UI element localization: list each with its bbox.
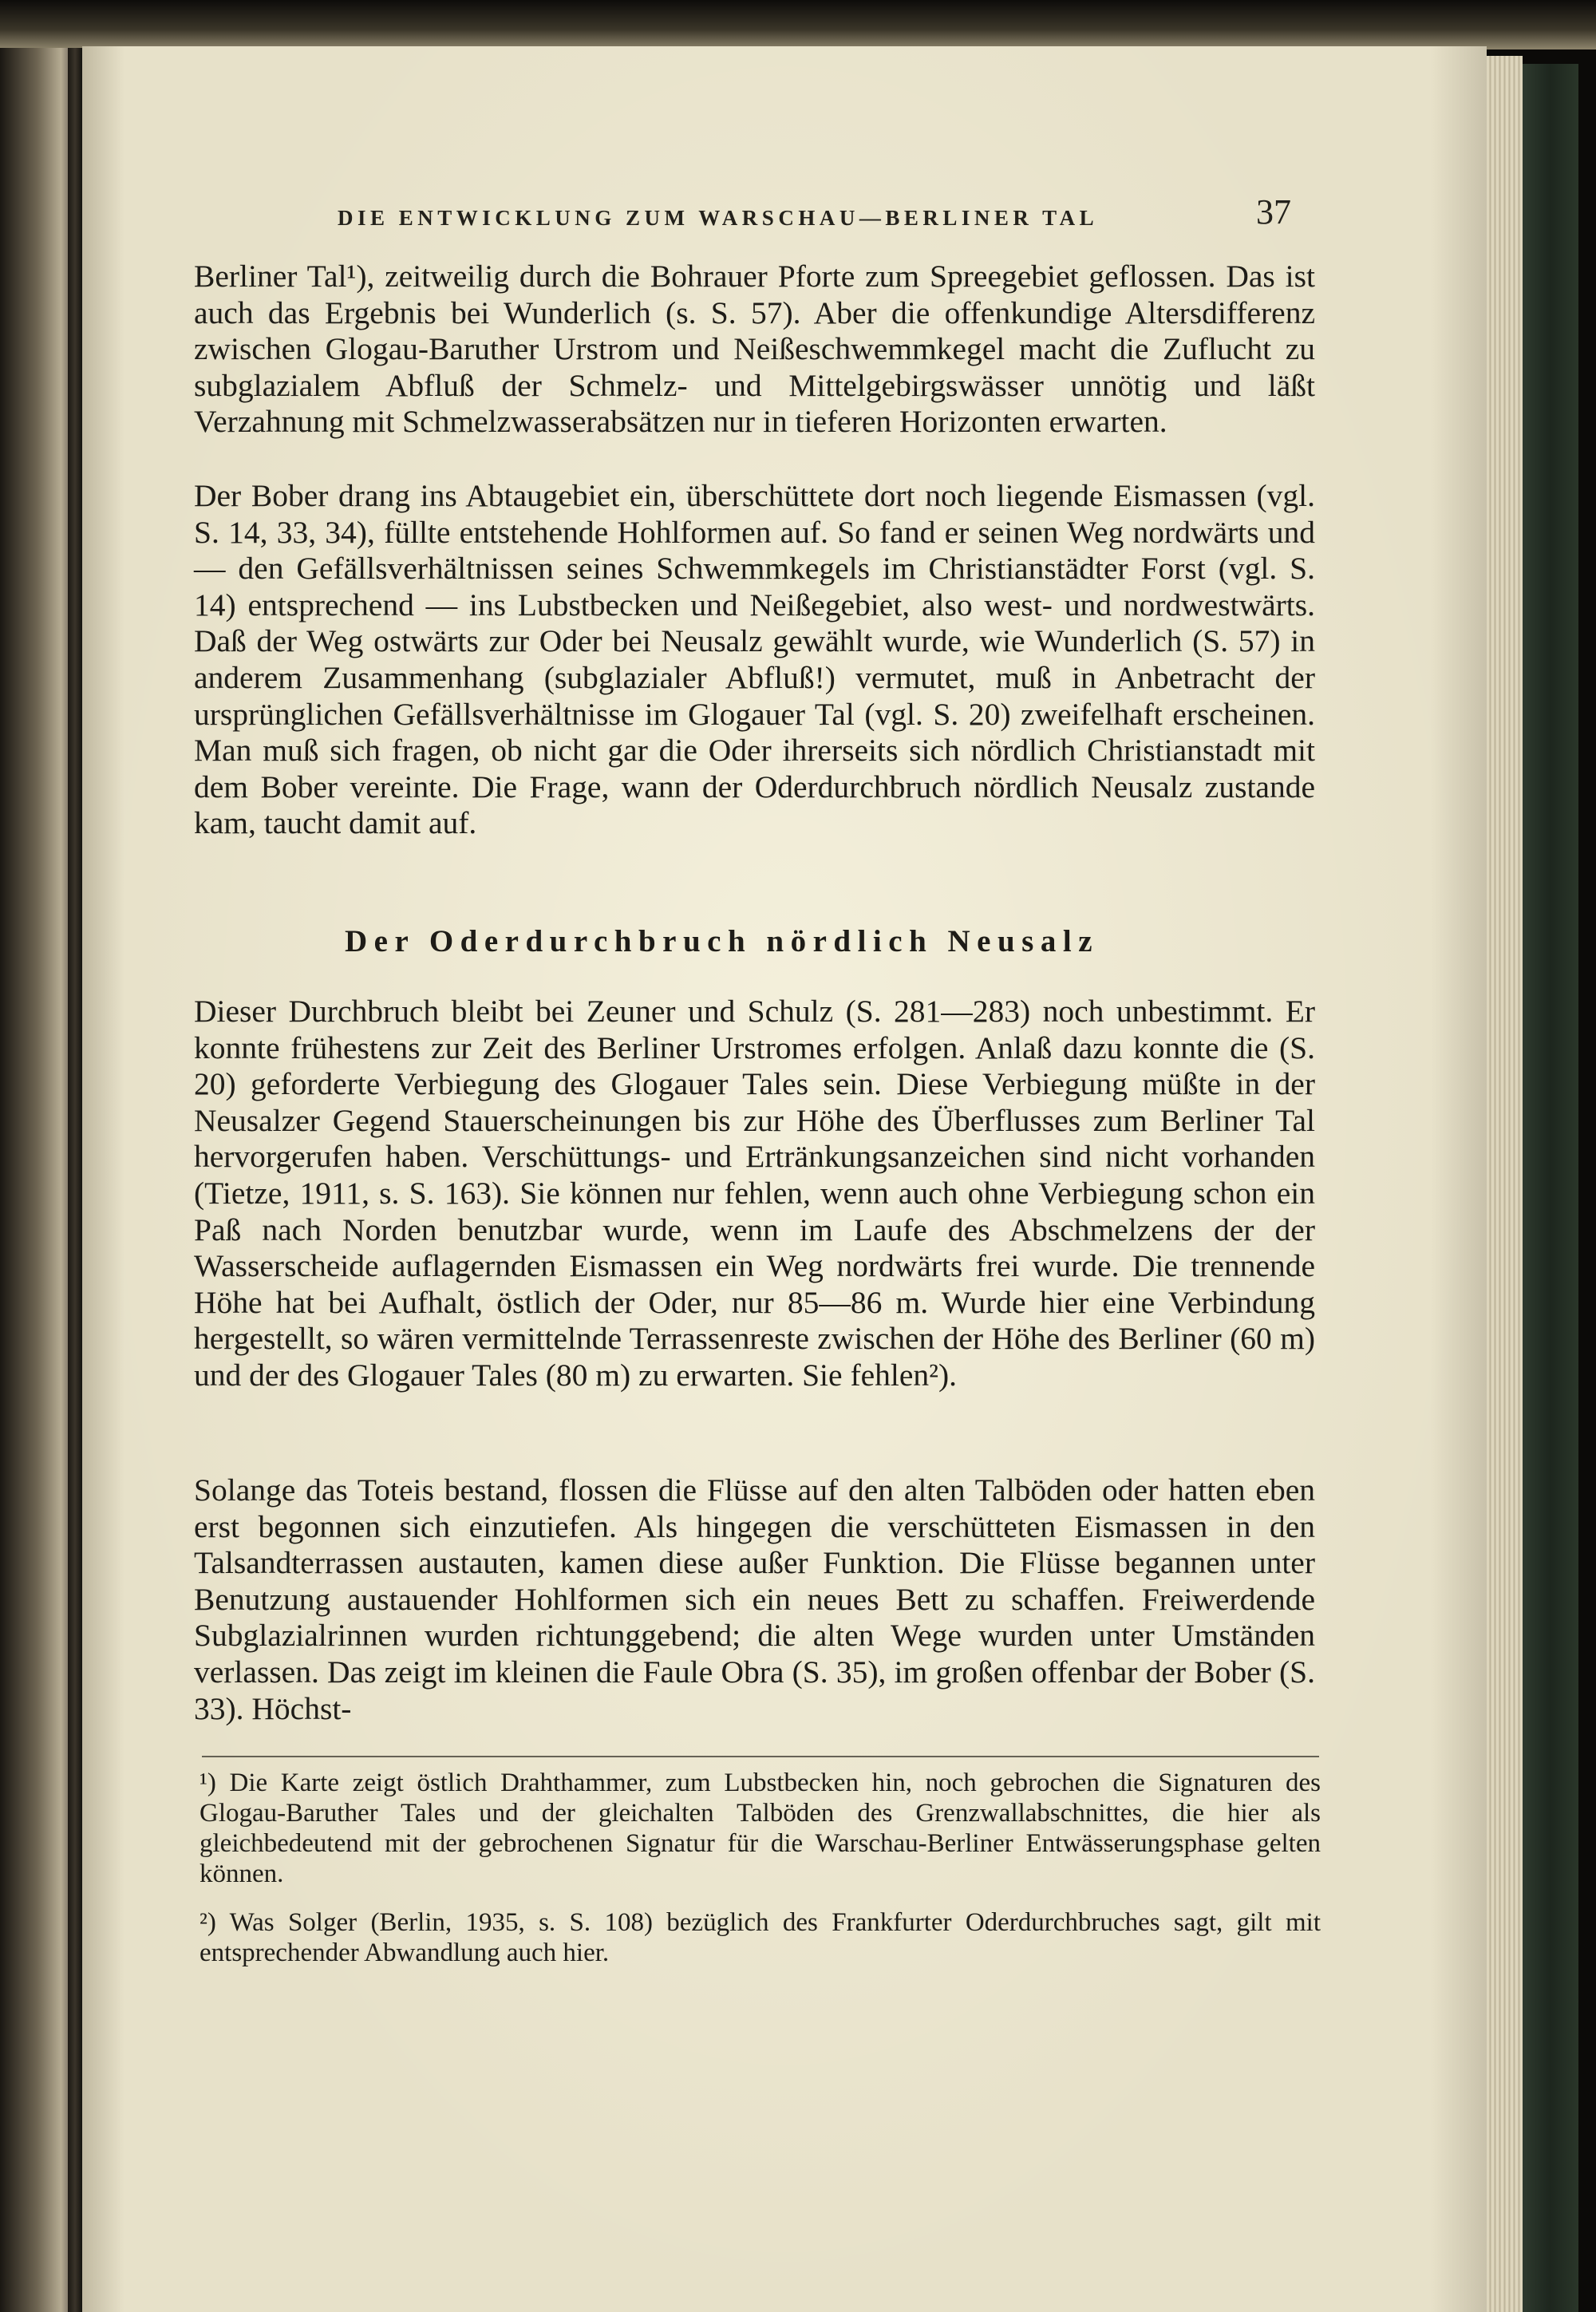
paragraph-text: Dieser Durchbruch bleibt bei Zeuner und Schulz (S. 281—283) noch unbestimmt. Er konnte frühestens zur Zeit des Berliner Urstromes erfolgen. Anlaß dazu konnte die (S. 20) geforderte Verbiegung des Glogauer Tales sein. Diese Verbiegung müßte in der Neusalzer Gegend Stauerscheinungen bis zur Höhe des Überflusses zum Berliner Tal hervorgerufen haben. Verschüttungs- und Ertränkungsanzeichen sind nicht vorhanden (Tietze, 1911, s. S. 163). Sie können nur fehlen, wenn auch ohne Verbiegung schon ein Paß nach Norden benutzbar wurde, wenn im Laufe des Abschmelzens der der Wasserscheide auflagernden Eismassen ein Weg nordwärts frei wurde. Die trennende Höhe hat bei Aufhalt, östlich der Oder, nur 85—86 m. Wurde hier eine Verbindung hergestellt, so wären vermittelnde Terrassenreste zwischen der Höhe des Berliner (60 m) und der des Glogauer Tales (80 m) zu erwarten. Sie fehlen²). [194,994,1315,1393]
footnote-divider [202,1756,1319,1757]
footnote-text: ²) Was Solger (Berlin, 1935, s. S. 108) bezüglich des Frankfurter Oderdurchbruches sagt, gilt mit entsprechender Abwandlung auch hier. [200,1908,1321,1967]
paragraph [194,994,1315,1394]
paragraph-text: Solange das Toteis bestand, flossen die Flüsse auf den alten Talböden oder hatten eben erst begonnen sich einzutiefen. Als hingegen die verschütteten Eismassen in den Talsandterrassen austauten, kamen diese außer Funktion. Die Flüsse begannen unter Benutzung austauender Hohlformen sich ein neues Bett zu schaffen. Freiwerdende Subglazialrinnen wurden richtunggebend; die alten Wege wurden unter Umständen verlassen. Das zeigt im kleinen die Faule Obra (S. 35), im großen offenbar der Bober (S. 33). Höchst- [194,1472,1315,1726]
footnote [200,1768,1321,1889]
footnote [200,1907,1321,1968]
footnote-text: ¹) Die Karte zeigt östlich Drahthammer, zum Lubstbecken hin, noch gebrochen die Signaturen des Glogau-Baruther Tales und der gleichalten Talböden des Grenzwallabschnittes, die hier als gleichbedeutend mit der gebrochenen Signatur für die Warschau-Berliner Entwässerungsphase gelten können. [200,1769,1321,1888]
paragraph [194,1472,1315,1727]
paragraph-text: Der Bober drang ins Abtaugebiet ein, überschüttete dort noch liegende Eismassen (vgl. S. 14, 33, 34), füllte entstehende Hohlformen auf. So fand er seinen Weg nordwärts und — den Gefällsverhältnissen seines Schwemmkegels im Christianstädter Forst (vgl. S. 14) entsprechend — ins Lubstbecken und Neißegebiet, also west- und nordwestwärts. Daß der Weg ostwärts zur Oder bei Neusalz gewählt wurde, wie Wunderlich (S. 57) in anderem Zusammenhang (subglazialer Abfluß!) vermutet, muß in Anbetracht der ursprünglichen Gefällsverhältnisse im Glogauer Tal (vgl. S. 20) zweifelhaft erscheinen. Man muß sich fragen, ob nicht gar die Oder ihrerseits sich nördlich Christianstadt mit dem Bober vereinte. Die Frage, wann der Oderdurchbruch nördlich Neusalz zustande kam, taucht damit auf. [194,478,1315,841]
page-edges [1487,56,1523,2312]
paragraph [194,478,1315,842]
facing-page-edge [0,48,68,2312]
scan-top-border [0,0,1596,49]
book-cover-edge [1523,64,1578,2312]
paragraph [194,259,1315,441]
running-head: DIE ENTWICKLUNG ZUM WARSCHAU—BERLINER TAL [338,206,1099,230]
page-number: 37 [1256,192,1291,231]
paragraph-text: Berliner Tal¹), zeitweilig durch die Bohrauer Pforte zum Spreegebiet geflossen. Das ist auch das Ergebnis bei Wunderlich (s. S. 57). Aber die offenkundige Altersdifferenz zwischen Glogau-Baruther Urstrom und Neißeschwemmkegel macht die Zuflucht zu subglazialem Abfluß der Schmelz- und Mittelgebirgswässer unnötig und läßt Verzahnung mit Schmelzwasserabsätzen nur in tieferen Horizonten erwarten. [194,259,1315,440]
section-heading: Der Oderdurchbruch nördlich Neusalz [345,924,1099,958]
book-gutter [68,48,82,2312]
